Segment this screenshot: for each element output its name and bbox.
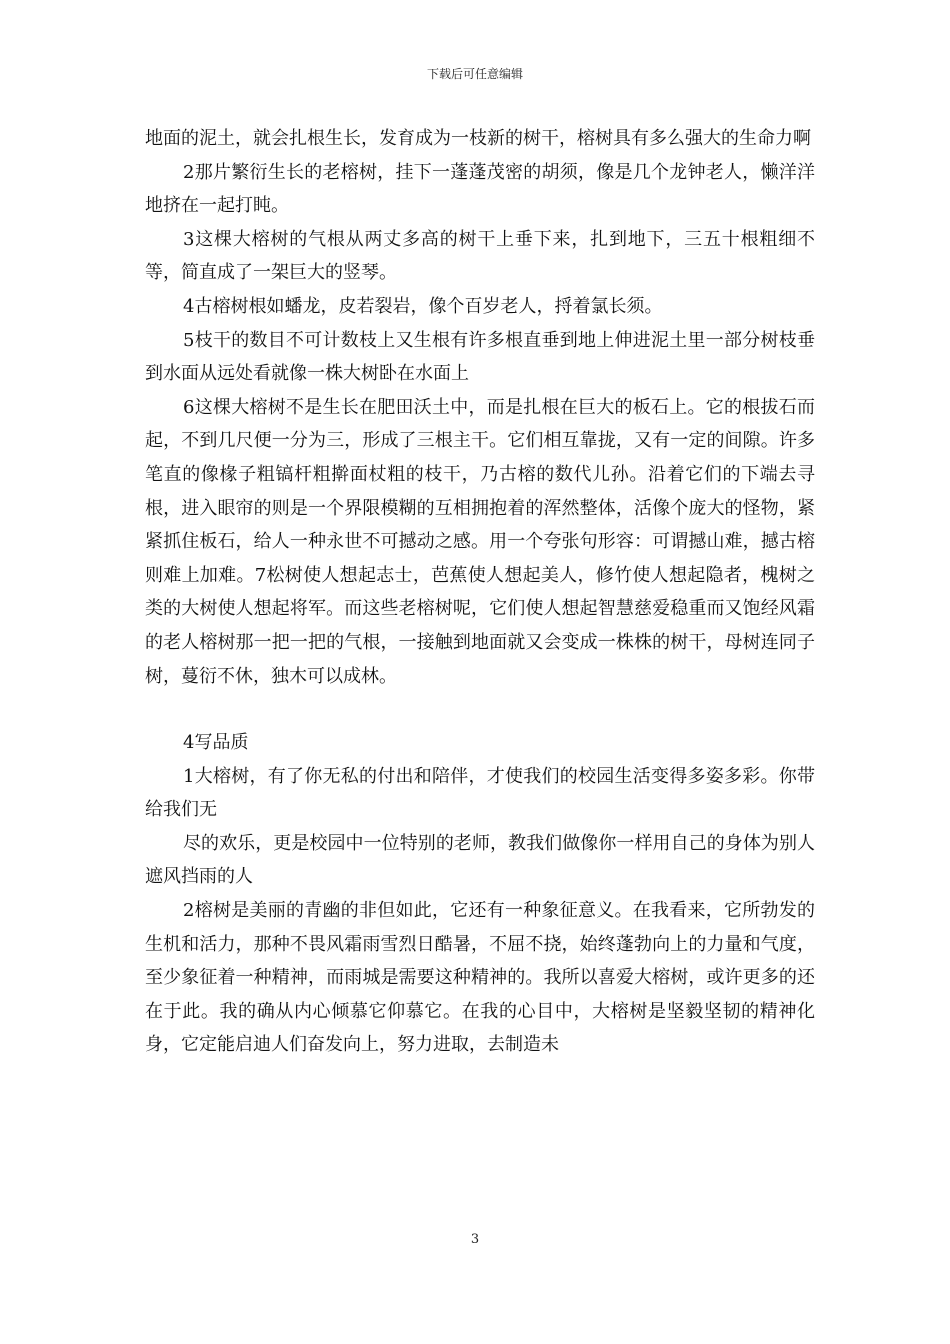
paragraph: 6这棵大榕树不是生长在肥田沃土中，而是扎根在巨大的板石上。它的根拔石而起，不到几尺便一分为三，形成了三根主干。它们相互靠拢，又有一定的间隙。许多笔直的像椽子粗镐杆粗擀面杖粗的枝干，乃古榕的数代儿孙。沿着它们的下端去寻根，进入眼帘的则是一个界限模糊的互相拥抱着的浑然整体，活像个庞大的怪物，紧紧抓住板石，给人一种永世不可撼动之感。用一个夸张句形容：可谓撼山难，撼古榕则难上加难。7松树使人想起志士，芭蕉使人想起美人，修竹使人想起隐者，槐树之类的大树使人想起将军。而这些老榕树呢，它们使人想起智慧慈爱稳重而又饱经风霜的老人榕树那一把一把的气根，一接触到地面就又会变成一株株的树干，母树连同子树，蔓衍不休，独木可以成林。	[145, 396, 815, 687]
document-body	[145, 122, 815, 1062]
paragraph: 地面的泥土，就会扎根生长，发育成为一枝新的树干，榕树具有多么强大的生命力啊	[145, 128, 811, 149]
section-heading: 4写品质	[183, 732, 249, 754]
paragraph: 4古榕树根如蟠龙，皮若裂岩，像个百岁老人，捋着氯长须。	[183, 295, 663, 317]
paragraph: 1大榕树，有了你无私的付出和陪伴，才使我们的校园生活变得多姿多彩。你带给我们无	[145, 765, 815, 821]
page-header: 下载后可任意编辑	[426, 67, 523, 81]
paragraph: 5枝干的数目不可计数枝上又生根有许多根直垂到地上伸进泥土里一部分树枝垂到水面从远处看就像一株大树卧在水面上	[145, 329, 815, 385]
paragraph: 3这棵大榕树的气根从两丈多高的树干上垂下来，扎到地下，三五十根粗细不等，简直成了一架巨大的竖琴。	[145, 228, 815, 284]
page-number: 3	[470, 1232, 480, 1247]
paragraph: 2榕树是美丽的青幽的非但如此，它还有一种象征意义。在我看来，它所勃发的生机和活力，那种不畏风霜雨雪烈日酷暑，不屈不挠，始终蓬勃向上的力量和气度，至少象征着一种精神，而雨城是需要这种精神的。我所以喜爱大榕树，或许更多的还在于此。我的确从内心倾慕它仰慕它。在我的心目中，大榕树是坚毅坚韧的精神化身，它定能启迪人们奋发向上，努力进取，去制造未	[145, 900, 815, 1056]
paragraph: 2那片繁衍生长的老榕树，挂下一蓬蓬茂密的胡须，像是几个龙钟老人，懒洋洋地挤在一起打盹。	[145, 161, 815, 217]
paragraph: 尽的欢乐，更是校园中一位特别的老师，教我们做像你一样用自己的身体为别人遮风挡雨的人	[145, 832, 815, 888]
